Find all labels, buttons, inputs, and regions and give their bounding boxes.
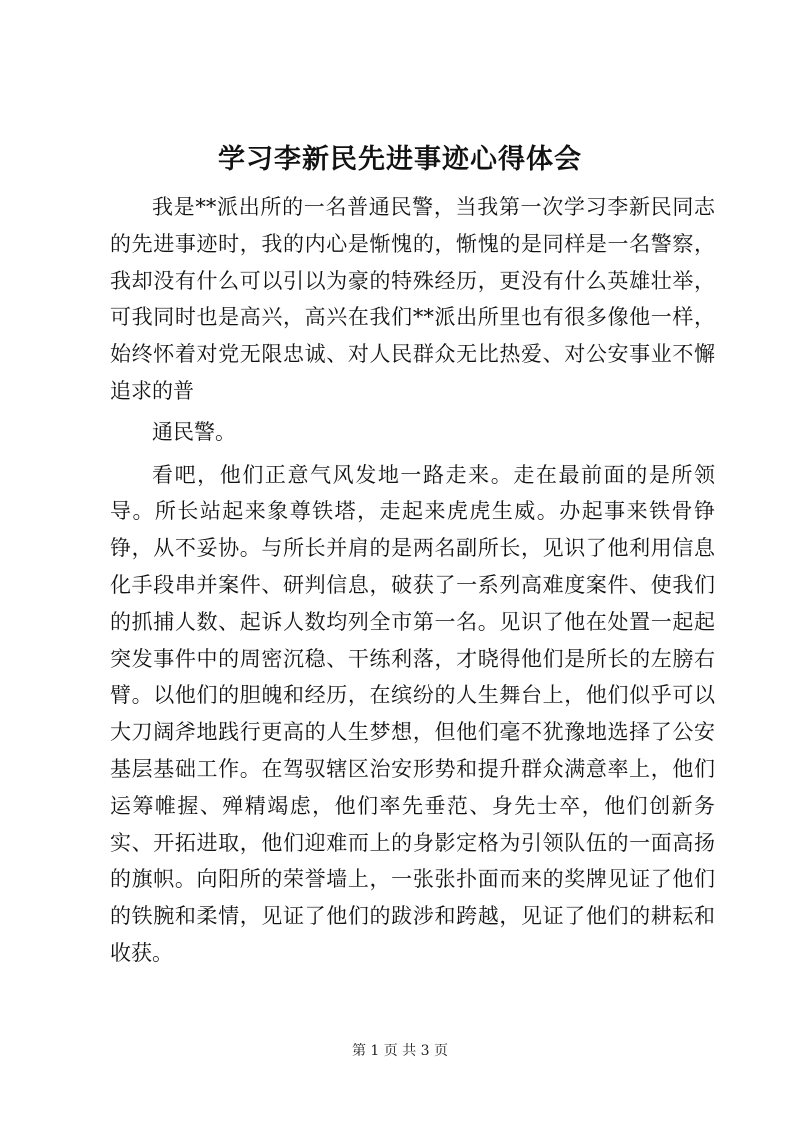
paragraph-3: 看吧，他们正意气风发地一路走来。走在最前面的是所领导。所长站起来象尊铁塔，走起来虎虎生威。办起事来铁骨铮铮，从不妥协。与所长并肩的是两名副所长，见识了他利用信息化手段串并案件、研判信息，破获了一系列高难度案件、使我们的抓捕人数、起诉人数均列全市第一名。见识了他在处置一起起突发事件中的周密沉稳、干练利落，才晓得他们是所长的左膀右臂。以他们的胆魄和经历，在缤纷的人生舞台上，他们似乎可以大刀阔斧地践行更高的人生梦想，但他们毫不犹豫地选择了公安基层基础工作。在驾驭辖区治安形势和提升群众满意率上，他们运筹帷握、殚精竭虑，他们率先垂范、身先士卒，他们创新务实、开拓进取，他们迎难而上的身影定格为引领队伍的一面高扬的旗帜。向阳所的荣誉墙上，一张张扑面而来的奖牌见证了他们的铁腕和柔情，见证了他们的跋涉和跨越，见证了他们的耕耘和收获。: [110, 462, 715, 965]
paragraph-1: 我是**派出所的一名普通民警，当我第一次学习李新民同志的先进事迹时，我的内心是惭愧的，惭愧的是同样是一名警察，我却没有什么可以引以为豪的特殊经历，更没有什么英雄壮举，可我同时也是高兴，高兴在我们**派出所里也有很多像他一样，始终怀着对党无限忠诚、对人民群众无比热爱、对公安事业不懈追求的普: [110, 195, 715, 403]
paragraph-2: 通民警。: [152, 419, 236, 444]
document-title: 学习李新民先进事迹心得体会: [218, 144, 582, 175]
page-number-footer: 第 1 页 共 3 页: [351, 1043, 449, 1059]
document-body: [110, 189, 715, 972]
